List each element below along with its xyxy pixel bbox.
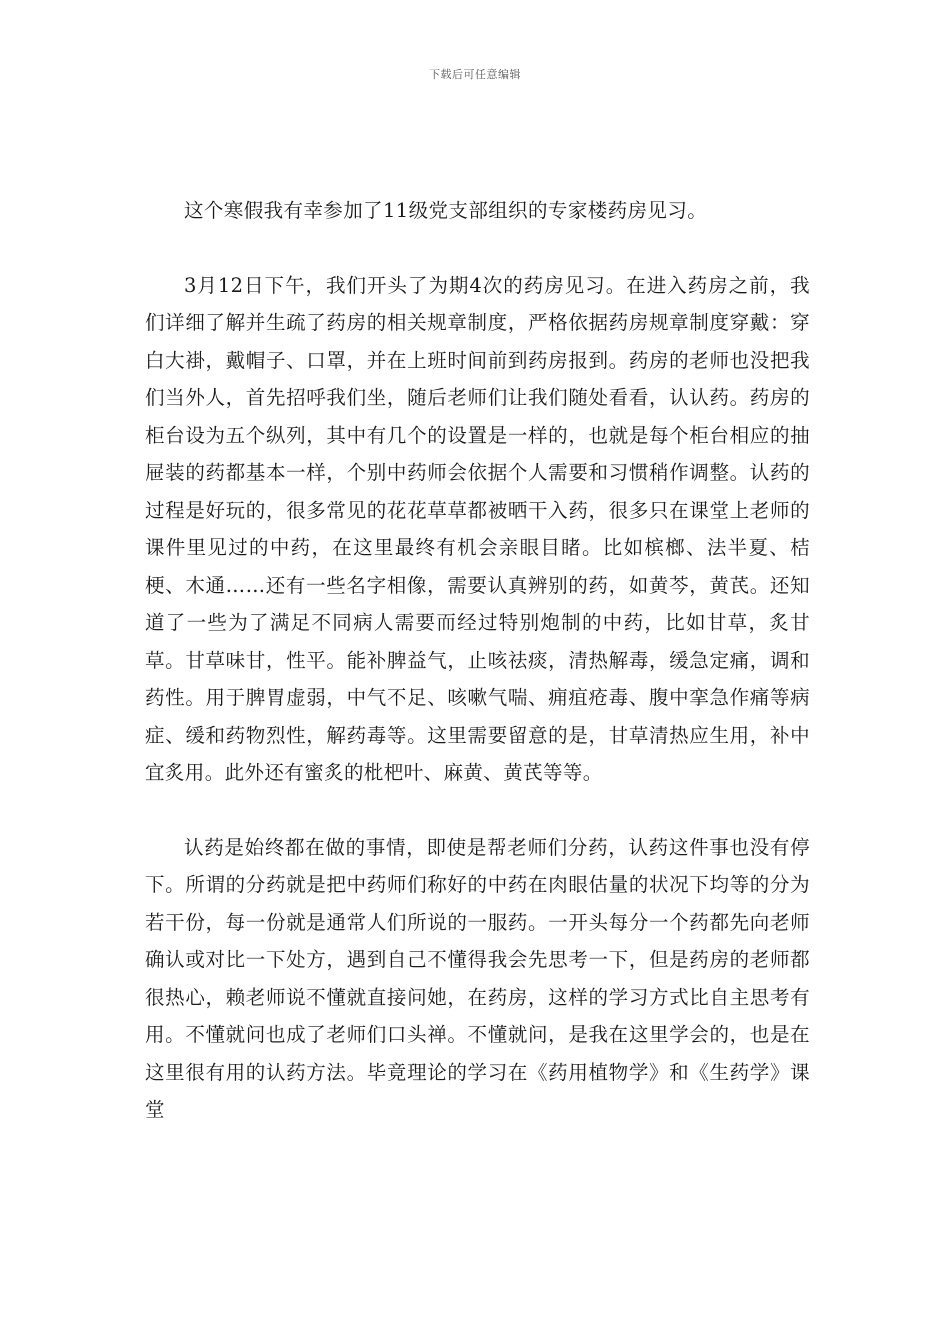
header-note: 下载后可任意编辑 [429,68,521,81]
paragraph-dispensing: 认药是始终都在做的事情，即使是帮老师们分药，认药这件事也没有停下。所谓的分药就是把中药师们称好的中药在肉眼估量的状况下均等的分为若干份，每一份就是通常人们所说的一服药。一开头每分一个药都先向老师确认或对比一下处方，遇到自己不懂得我会先思考一下，但是药房的老师都很热心，赖老师说不懂就直接问她，在药房，这样的学习方式比自主思考有用。不懂就问也成了老师们口头禅。不懂就问，是我在这里学会的，也是在这里很有用的认药方法。毕竟理论的学习在《药用植物学》和《生药学》课堂 [145,835,810,1121]
paragraph-intro: 这个寒假我有幸参加了11级党支部组织的专家楼药房见习。 [184,199,708,222]
document-body [145,192,810,1129]
paragraph-pharmacy-visit: 3月12日下午，我们开头了为期4次的药房见习。在进入药房之前，我们详细了解并生疏了药房的相关规章制度，严格依据药房规章制度穿戴：穿白大褂，戴帽子、口罩，并在上班时间前到药房报到。药房的老师也没把我们当外人，首先招呼我们坐，随后老师们让我们随处看看，认认药。药房的柜台设为五个纵列，其中有几个的设置是一样的，也就是每个柜台相应的抽屉装的药都基本一样，个别中药师会依据个人需要和习惯稍作调整。认药的过程是好玩的，很多常见的花花草草都被晒干入药，很多只在课堂上老师的课件里见过的中药，在这里最终有机会亲眼目睹。比如槟榔、法半夏、桔梗、木通……还有一些名字相像，需要认真辨别的药，如黄芩，黄芪。还知道了一些为了满足不同病人需要而经过特别炮制的中药，比如甘草，炙甘草。甘草味甘，性平。能补脾益气，止咳祛痰，清热解毒，缓急定痛，调和药性。用于脾胃虚弱，中气不足、咳嗽气喘、痈疽疮毒、腹中挛急作痛等病症、缓和药物烈性，解药毒等。这里需要留意的是，甘草清热应生用，补中宜炙用。此外还有蜜炙的枇杷叶、麻黄、黄芪等等。 [145,273,810,784]
